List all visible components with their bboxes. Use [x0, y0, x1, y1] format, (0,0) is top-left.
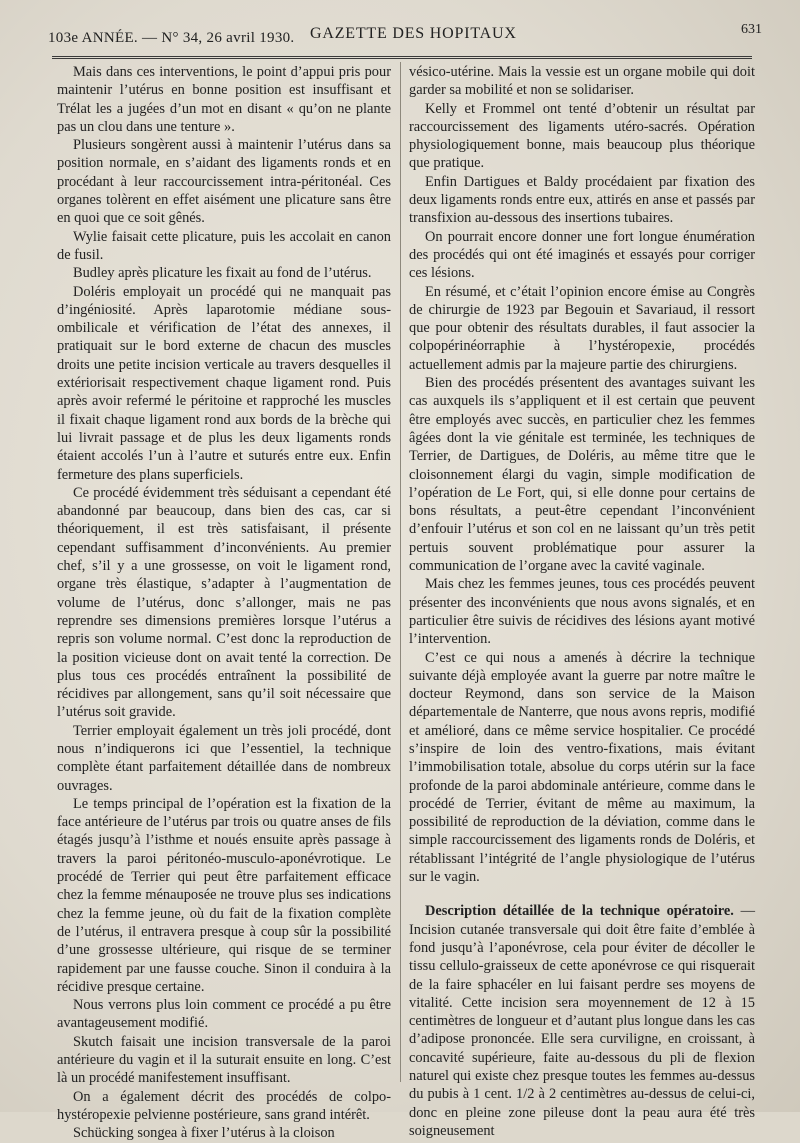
paragraph: Skutch faisait une incision transversale de la paroi antérieure du vagin et il la suturait ensuite en long. C’est là un procédé manifestement insuffisant. — [57, 1033, 391, 1087]
section-paragraph — [409, 902, 755, 1140]
paragraph: vésico-utérine. Mais la vessie est un organe mobile qui doit garder sa mobilité et non se solidariser. — [409, 64, 755, 99]
paragraph: Wylie faisait cette plicature, puis les accolait en canon de fusil. — [57, 228, 391, 263]
paragraph: Budley après plicature les fixait au fond de l’utérus. — [73, 265, 372, 282]
journal-title: GAZETTE DES HOPITAUX — [310, 25, 517, 42]
paragraph: En résumé, et c’était l’opinion encore émise au Congrès de chirurgie de 1923 par Begouin et Savariaud, il ressort que pour obtenir des résultats durables, il faut associer la colpopérinéorraphie à l’hystéropexie, procédés actuellement admis par la majeure partie des chirurgiens. — [409, 283, 755, 373]
paragraph: Le temps principal de l’opération est la fixation de la face antérieure de l’utérus par trois ou quatre anses de fils étagés jusqu’à l’isthme et noués ensuite après passage à travers la paroi péritonéo-musculo-aponévrotique. Le procédé de Terrier qui peut être parfaitement efficace chez la femme ménauposée ne trouve plus ses indications chez la femme jeune, où du fait de la fixation complète de l’utérus, il entravera presque à coup sûr la possibilité d’une grossesse ultérieure, qui risque de se terminer rapidement par une fausse couche. Sinon il conduira à la récidive presque certaine. — [57, 795, 391, 995]
page-number: 631 — [741, 22, 762, 37]
paragraph: Terrier employait également un très joli procédé, dont nous n’indiquerons ici que l’essentiel, la technique complète étant parfaitement détaillée dans de nombreux ouvrages. — [57, 722, 391, 794]
paragraph: Ce procédé évidemment très séduisant a cependant été abandonné par beaucoup, dans bien des cas, car si théoriquement, il est très satisfaisant, il présente cependant suffisamment d’inconvénients. Au premier chef, s’il y a une grossesse, on voit le ligament rond, organe très élastique, s’adapter à l’augmentation de volume de l’utérus, donc s’allonger, mais ne pas reprendre ses dimensions premières lorsque l’utérus a repris son volume normal. C’est donc la reproduction de la position vicieuse dont on avait tenté la correction. De plus tous ces procédés entraînent la possibilité de récidives par allongement, sans qu’il soit nécessaire que l’utérus soit gravide. — [57, 484, 391, 721]
paragraph: Nous verrons plus loin comment ce procédé a pu être avantageusement modifié. — [57, 997, 391, 1032]
column-divider — [400, 62, 401, 1082]
paragraph: On a également décrit des procédés de colpo-hystéropexie pelvienne postérieure, sans grand intérêt. — [57, 1088, 391, 1123]
paragraph: Schücking songea à fixer l’utérus à la cloison — [73, 1125, 335, 1142]
paragraph: Mais chez les femmes jeunes, tous ces procédés peuvent présenter des inconvénients que nous avons signalés, et en particulier être suivis de récidives des lésions ayant motivé l’intervention. — [409, 576, 755, 648]
header-rule — [52, 56, 752, 59]
page-header — [48, 22, 762, 46]
left-column — [57, 63, 391, 1143]
section-text: — Incision cutanée transversale qui doit être faite d’emblée à fond jusqu’à l’aponévrose, cela pour éviter de décoller le tissu cellulo-graisseux de cette aponévrose ce qui risquerait de la faire sphacéler en lui faisant perdre ses moyens de vitalité. Cette incision sera moyennement de 12 à 15 centimètres de longueur et d’autant plus longue dans les cas d’adipose prononcée. Elle sera curviligne, en croissant, à concavité supérieure, faite au-dessous du pli de flexion naturel qui existe chez presque toutes les femmes au-dessus du pubis à 1 cent. 1/2 à 2 centimètres au-dessus de celui-ci, donc en pleine zone pileuse dont la peau aura été très soigneusement — [409, 903, 755, 1139]
paragraph: Plusieurs songèrent aussi à maintenir l’utérus dans sa position normale, en s’aidant des ligaments ronds et en procédant à leur raccourcissement intra-péritonéal. Ces organes tolèrent en effet aisément une plicature sans être en quoi que ce soit gênés. — [57, 137, 391, 227]
paragraph: Doléris employait un procédé qui ne manquait pas d’ingéniosité. Après laparotomie médiane sous-ombilicale et vérification de l’état des annexes, il pratiquait sur le bord externe de chacun des muscles droits une petite incision verticale au travers desquelles il extériorisait respectivement chaque ligament rond. Puis après avoir refermé le péritoine et rapproché les muscles il fixait chaque ligament rond aux bords de la brèche qui lui livrait passage et de plus les deux ligaments ronds étaient accolés l’un à l’autre et suturés entre eux. Enfin fermeture des plans superficiels. — [57, 283, 391, 483]
section-title: Description détaillée de la technique opératoire. — [425, 903, 734, 920]
paragraph: Bien des procédés présentent des avantages suivant les cas auxquels ils s’appliquent et il est certain que peuvent être employés avec succès, en particulier chez les femmes âgées dont la vie génitale est terminée, les techniques de Terrier, de Dartigues, de Doléris, au même titre que le cloisonnement élargi du vagin, simple modification de l’opération de Le Fort, qui, si elle donne pour certains de bons résultats, a peut-être cependant l’inconvénient d’enfouir l’utérus et son col en ne laissant qu’un très petit pertuis souvent problématique pour assurer la communication de l’organe avec la cavité vaginale. — [409, 375, 755, 575]
paragraph: Mais dans ces interventions, le point d’appui pris pour maintenir l’utérus en bonne position est insuffisant et Trélat les a jugées d’un mot en disant « qu’on ne plante pas un clou dans une tenture ». — [57, 64, 391, 135]
right-column — [409, 63, 755, 1140]
section-spacer — [409, 886, 755, 902]
issue-info: 103e ANNÉE. — N° 34, 26 avril 1930. — [48, 30, 295, 46]
paragraph: C’est ce qui nous a amenés à décrire la technique suivante déjà employée avant la guerre par notre maître le docteur Reymond, dans son service de la Maison départementale de Nanterre, que nous avons repris, modifié et amélioré, dans ce même service hospitalier. Ce procédé s’inspire de loin des ventro-fixations, mais évitant l’immobilisation totale, absolue du corps utérin sur la face profonde de la paroi abdominale antérieure, comme dans le procédé de Terrier, évitant de même au maximum, la possibilité de reproduction de la déviation, comme dans le simple raccourcissement des ligaments ronds de Doléris, et rétablissant l’intégrité de l’angle physiologique de l’utérus sur le vagin. — [409, 649, 755, 886]
paragraph: On pourrait encore donner une fort longue énumération des procédés qui ont été imaginés et essayés pour corriger ces lésions. — [409, 228, 755, 282]
paragraph: Enfin Dartigues et Baldy procédaient par fixation des deux ligaments ronds entre eux, attirés en anse et passés par transfixion au-dessous des insertions tubaires. — [409, 173, 755, 227]
paragraph: Kelly et Frommel ont tenté d’obtenir un résultat par raccourcissement des ligaments utéro-sacrés. Opération physiologiquement bonne, mais beaucoup plus théorique que pratique. — [409, 100, 755, 172]
